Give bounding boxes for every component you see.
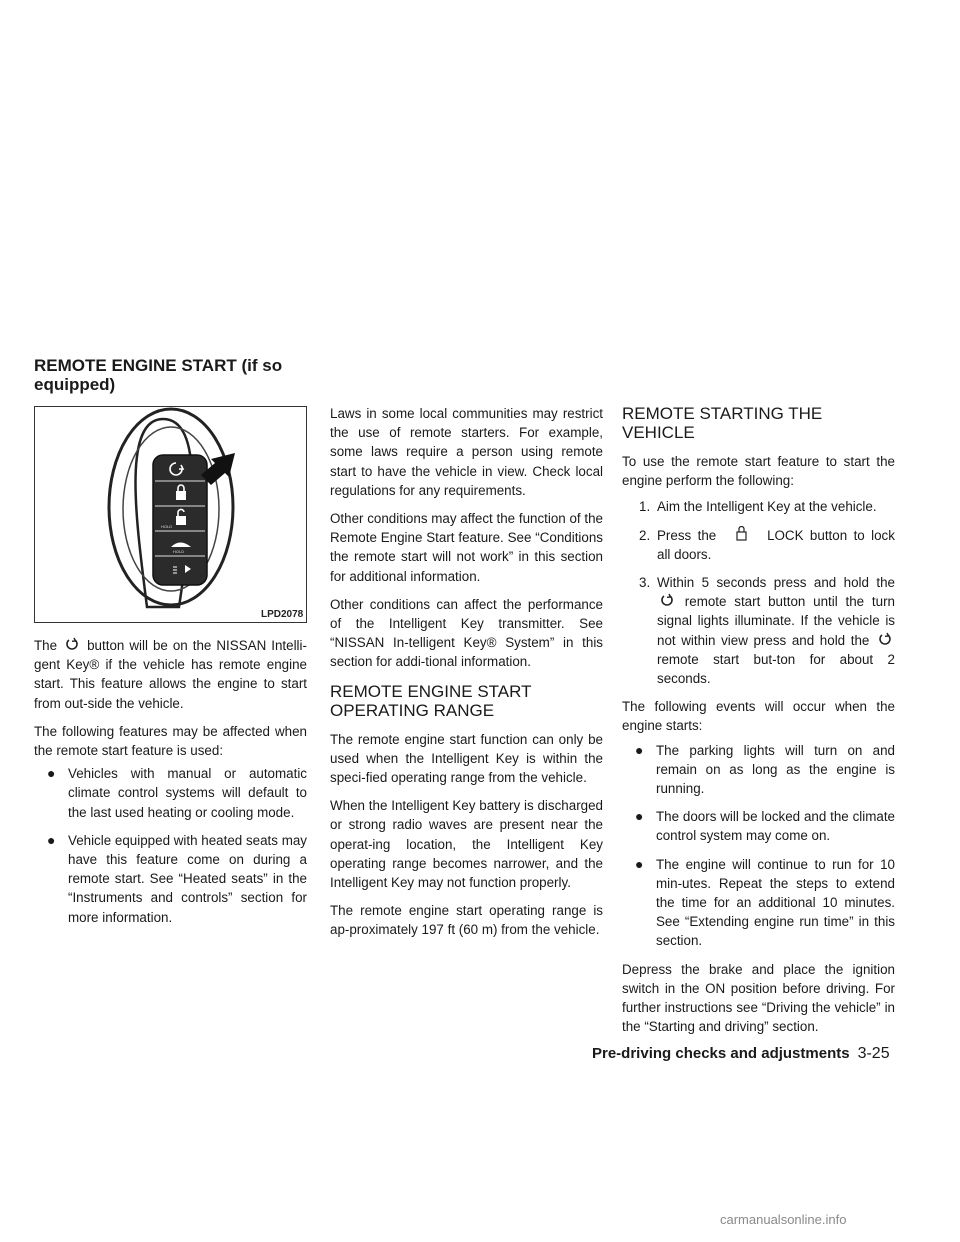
bullet-icon: ●: [635, 808, 644, 825]
remote-start-intro: To use the remote start feature to start the engine perform the following:: [622, 454, 895, 489]
heading-remote-starting: REMOTE STARTING THE VEHICLE: [622, 404, 823, 442]
list-item: 2. Press the LOCK button to lock all doors.: [639, 527, 895, 562]
features-lead: The following features may be affected when the remote start feature is used:: [34, 723, 307, 759]
paragraph-battery: When the Intelligent Key battery is discharged or strong radio waves are present near the operat-ing location, the Intelligent Key operating range becomes narrower, and the Intelligent Key may not function properly.: [330, 798, 603, 891]
bullet-icon: ●: [47, 831, 56, 848]
figure-label: LPD2078: [261, 609, 304, 620]
section-title: REMOTE ENGINE START (if so equipped): [34, 356, 283, 394]
paragraph-laws: Laws in some local communities may restrict the use of remote starters. For example, some laws require a person using remote start to have the vehicle in view. Check local regulations for any requirements.: [330, 406, 603, 498]
list-item: ● The doors will be locked and the climate control system may come on.: [635, 808, 895, 844]
paragraph-performance: Other conditions can affect the performance of the Intelligent Key transmitter. See “NISSAN In-telligent Key® System” in this section for addi-tional information.: [330, 596, 603, 670]
list-item: ● The engine will continue to run for 10 min-utes. Repeat the steps to extend the time for an additional 10 minutes. See “Extending engine run time” in this section.: [635, 855, 895, 949]
list-item: 3. Within 5 seconds press and hold the remote start button until the turn signal lights illuminate. If the vehicle is not within view press and hold the remote start but-ton for about 2 seconds.: [639, 575, 895, 687]
intro-paragraph: The button will be on the NISSAN Intelli-gent Key® if the vehicle has remote engine start. This feature allows the engine to start from out-side the vehicle.: [34, 638, 307, 711]
closing-paragraph: Depress the brake and place the ignition switch in the ON position before driving. For further instructions see “Driving the vehicle” in the “Starting and driving” section.: [622, 961, 895, 1035]
column-3: [622, 404, 895, 1036]
remote-start-icon: [62, 636, 82, 652]
lock-icon: [723, 526, 761, 542]
remote-start-icon: [875, 631, 895, 647]
keyfob-figure: [34, 406, 307, 623]
bullet-icon: ●: [635, 741, 644, 758]
page-number: 3-25: [857, 1045, 890, 1062]
bullet-icon: ●: [635, 855, 644, 872]
column-2: [330, 404, 603, 940]
chapter-title: Pre-driving checks and adjustments: [592, 1045, 850, 1062]
paragraph-conditions: Other conditions may affect the function of the Remote Engine Start feature. See “Conditions the remote start will not work” in this section for additional information.: [330, 511, 603, 584]
list-item: 1. Aim the Intelligent Key at the vehicle.: [639, 499, 877, 515]
unlock-hold-label: HOLD: [161, 524, 173, 529]
paragraph-range: The remote engine start function can only be used when the Intelligent Key is within the speci-fied operating range from the vehicle.: [330, 731, 603, 786]
watermark: carmanualsonline.info: [720, 1212, 847, 1227]
heading-operating-range: REMOTE ENGINE START OPERATING RANGE: [330, 681, 532, 720]
list-item: ● Vehicles with manual or automatic climate control systems will default to the last used heating or cooling mode.: [47, 765, 307, 820]
trunk-hold-label: HOLD: [173, 549, 185, 554]
bullet-icon: ●: [47, 765, 56, 782]
remote-start-icon: [657, 592, 677, 608]
events-lead: The following events will occur when the engine starts:: [622, 699, 895, 734]
paragraph-distance: The remote engine start operating range is ap-proximately 197 ft (60 m) from the vehicle.: [330, 903, 603, 938]
page-footer: [592, 1045, 890, 1063]
column-1: [34, 636, 307, 927]
list-item: ● The parking lights will turn on and remain on as long as the engine is running.: [635, 741, 895, 797]
list-item: ● Vehicle equipped with heated seats may have this feature come on during a remote start. See “Heated seats” in the “Instruments and controls” section for more information.: [47, 831, 307, 925]
keyfob-illustration: [35, 407, 306, 622]
